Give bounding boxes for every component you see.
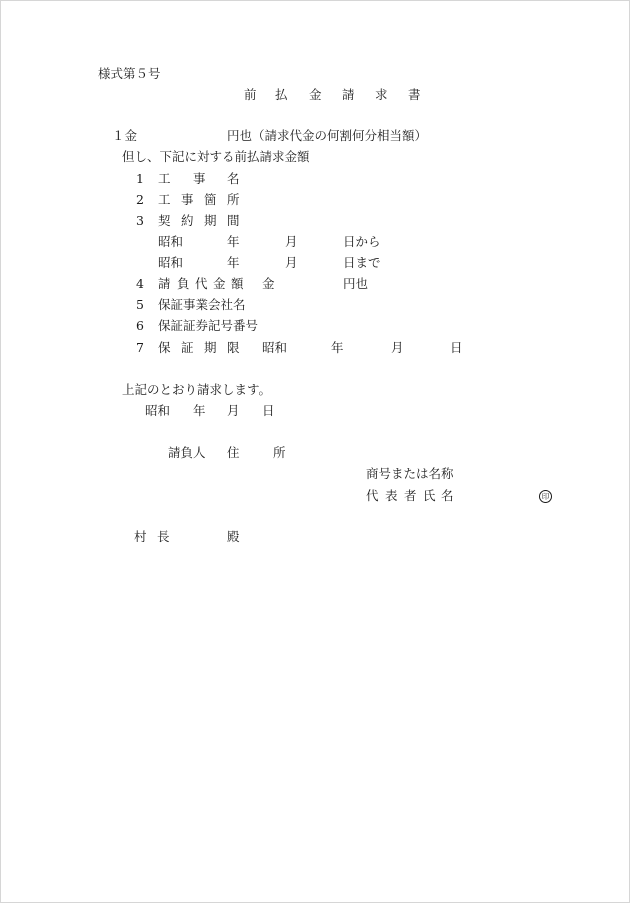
document-title-char: 請: [342, 87, 355, 102]
item-label-char: 証: [181, 340, 194, 355]
rep-label-char: 代: [366, 488, 379, 503]
document-title-char: 前: [244, 87, 257, 102]
item-label-char: 保: [158, 340, 171, 355]
proviso-text: 但し、下記に対する前払請求金額: [122, 149, 310, 164]
guarantee-month: 月: [391, 340, 404, 355]
item-number: 5: [136, 297, 144, 312]
item-label-char: 契: [158, 213, 171, 228]
company-name-label: 商号または名称: [366, 466, 454, 481]
addressee-char: 長: [157, 529, 170, 544]
item-label-char: 期: [204, 340, 217, 355]
document-title-char: 金: [309, 87, 322, 102]
date-month: 月: [227, 403, 240, 418]
rep-label-char: 表: [385, 488, 398, 503]
item-label-char: 期: [204, 213, 217, 228]
contract-to-month: 月: [285, 255, 298, 270]
item-label-char: 負: [177, 276, 190, 291]
date-era: 昭和: [145, 403, 171, 418]
form-number: 様式第５号: [98, 66, 161, 81]
item-label-char: 金: [213, 276, 226, 291]
request-statement: 上記のとおり請求します。: [122, 382, 272, 397]
item-label: 保証事業会社名: [158, 297, 246, 312]
item-label-char: 請: [158, 276, 171, 291]
amount-prefix: １金: [112, 128, 138, 143]
guarantee-year: 年: [331, 340, 344, 355]
item-label-char: 名: [227, 171, 240, 186]
item-number: 4: [136, 276, 144, 291]
addressee-char: 村: [134, 529, 147, 544]
item-label: 保証証券記号番号: [158, 318, 259, 333]
address-label-char: 住: [227, 445, 240, 460]
item-label-char: 約: [181, 213, 194, 228]
document-title-char: 求: [375, 87, 388, 102]
rep-label-char: 名: [441, 488, 454, 503]
item-label-char: 所: [227, 192, 240, 207]
guarantee-day: 日: [450, 340, 463, 355]
item-number: 2: [136, 192, 144, 207]
item-label-char: 箇: [204, 192, 217, 207]
item-number: 6: [136, 318, 144, 333]
item-label-char: 間: [227, 213, 240, 228]
contract-to-day: 日まで: [343, 255, 381, 270]
contract-to-era: 昭和: [158, 255, 184, 270]
contract-from-month: 月: [285, 234, 298, 249]
guarantee-era: 昭和: [262, 340, 288, 355]
item-number: 7: [136, 340, 144, 355]
item-label-char: 事: [181, 192, 194, 207]
item-label-char: 工: [158, 192, 171, 207]
contract-from-day: 日から: [343, 234, 381, 249]
item-label-char: 事: [193, 171, 206, 186]
contract-amount-kin: 金: [262, 276, 275, 291]
item-label-char: 額: [231, 276, 244, 291]
contractor-label: 請負人: [168, 445, 206, 460]
contract-to-year: 年: [227, 255, 240, 270]
address-label-char: 所: [273, 445, 286, 460]
seal-mark: 印: [539, 490, 552, 503]
item-number: 1: [136, 171, 144, 186]
rep-label-char: 者: [404, 488, 417, 503]
date-year: 年: [193, 403, 206, 418]
date-day: 日: [262, 403, 275, 418]
item-label-char: 工: [158, 171, 171, 186]
item-number: 3: [136, 213, 144, 228]
contract-amount-yen: 円也: [343, 276, 369, 291]
contract-from-era: 昭和: [158, 234, 184, 249]
contract-from-year: 年: [227, 234, 240, 249]
document-title-char: 書: [408, 87, 421, 102]
amount-suffix: 円也（請求代金の何割何分相当額）: [227, 128, 428, 143]
addressee-honorific: 殿: [227, 529, 240, 544]
item-label-char: 限: [227, 340, 240, 355]
rep-label-char: 氏: [423, 488, 436, 503]
document-title-char: 払: [275, 87, 288, 102]
item-label-char: 代: [195, 276, 208, 291]
